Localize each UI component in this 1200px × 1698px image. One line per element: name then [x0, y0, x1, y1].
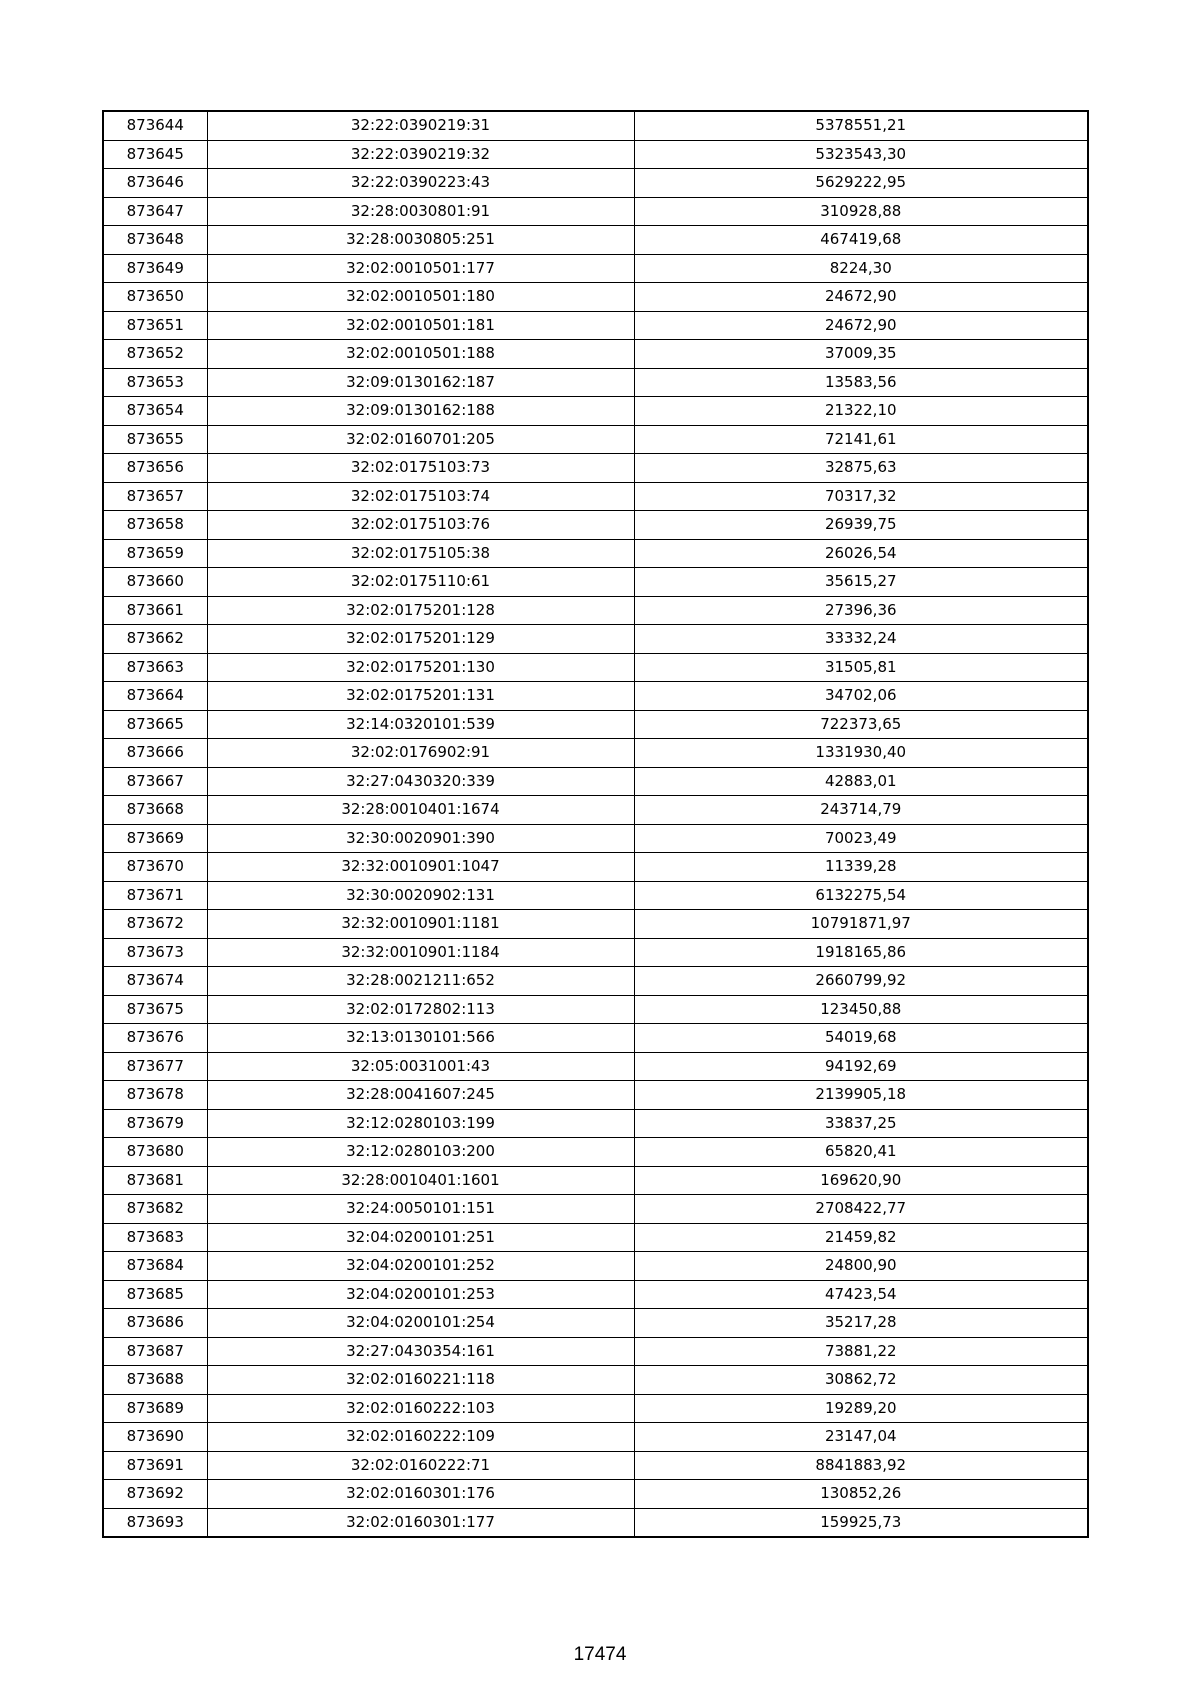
value-cell: 42883,01 [634, 767, 1088, 796]
table-row [103, 482, 1088, 511]
table-row [103, 1223, 1088, 1252]
row-number-cell: 873676 [103, 1024, 207, 1053]
value-cell: 70023,49 [634, 824, 1088, 853]
value-cell: 24800,90 [634, 1252, 1088, 1281]
value-cell: 34702,06 [634, 682, 1088, 711]
table-row [103, 625, 1088, 654]
cadastral-number-cell: 32:02:0175103:76 [207, 511, 634, 540]
table-row [103, 710, 1088, 739]
row-number-cell: 873687 [103, 1337, 207, 1366]
cadastral-number-cell: 32:32:0010901:1184 [207, 938, 634, 967]
row-number-cell: 873680 [103, 1138, 207, 1167]
cadastral-number-cell: 32:30:0020901:390 [207, 824, 634, 853]
row-number-cell: 873654 [103, 397, 207, 426]
value-cell: 2139905,18 [634, 1081, 1088, 1110]
cadastral-number-cell: 32:12:0280103:200 [207, 1138, 634, 1167]
value-cell: 243714,79 [634, 796, 1088, 825]
value-cell: 94192,69 [634, 1052, 1088, 1081]
row-number-cell: 873662 [103, 625, 207, 654]
row-number-cell: 873656 [103, 454, 207, 483]
value-cell: 169620,90 [634, 1166, 1088, 1195]
value-cell: 1918165,86 [634, 938, 1088, 967]
table-row [103, 1024, 1088, 1053]
table-row [103, 140, 1088, 169]
table-row [103, 767, 1088, 796]
cadastral-number-cell: 32:02:0010501:181 [207, 311, 634, 340]
row-number-cell: 873665 [103, 710, 207, 739]
value-cell: 72141,61 [634, 425, 1088, 454]
cadastral-number-cell: 32:04:0200101:253 [207, 1280, 634, 1309]
row-number-cell: 873681 [103, 1166, 207, 1195]
cadastral-number-cell: 32:02:0160701:205 [207, 425, 634, 454]
table-row [103, 226, 1088, 255]
row-number-cell: 873657 [103, 482, 207, 511]
value-cell: 159925,73 [634, 1508, 1088, 1537]
table-row [103, 824, 1088, 853]
value-cell: 26026,54 [634, 539, 1088, 568]
value-cell: 31505,81 [634, 653, 1088, 682]
cadastral-number-cell: 32:04:0200101:252 [207, 1252, 634, 1281]
row-number-cell: 873660 [103, 568, 207, 597]
row-number-cell: 873646 [103, 169, 207, 198]
value-cell: 2660799,92 [634, 967, 1088, 996]
row-number-cell: 873686 [103, 1309, 207, 1338]
cadastral-number-cell: 32:28:0010401:1674 [207, 796, 634, 825]
cadastral-number-cell: 32:04:0200101:251 [207, 1223, 634, 1252]
value-cell: 32875,63 [634, 454, 1088, 483]
cadastral-number-cell: 32:02:0175110:61 [207, 568, 634, 597]
row-number-cell: 873648 [103, 226, 207, 255]
cadastral-number-cell: 32:02:0160222:103 [207, 1394, 634, 1423]
value-cell: 47423,54 [634, 1280, 1088, 1309]
row-number-cell: 873679 [103, 1109, 207, 1138]
value-cell: 65820,41 [634, 1138, 1088, 1167]
table-row [103, 1166, 1088, 1195]
row-number-cell: 873675 [103, 995, 207, 1024]
row-number-cell: 873672 [103, 910, 207, 939]
row-number-cell: 873650 [103, 283, 207, 312]
value-cell: 37009,35 [634, 340, 1088, 369]
cadastral-number-cell: 32:28:0021211:652 [207, 967, 634, 996]
cadastral-number-cell: 32:27:0430354:161 [207, 1337, 634, 1366]
table-row [103, 596, 1088, 625]
value-cell: 24672,90 [634, 311, 1088, 340]
table-row [103, 1394, 1088, 1423]
value-cell: 21322,10 [634, 397, 1088, 426]
value-cell: 19289,20 [634, 1394, 1088, 1423]
table-row [103, 169, 1088, 198]
row-number-cell: 873655 [103, 425, 207, 454]
value-cell: 33837,25 [634, 1109, 1088, 1138]
cadastral-number-cell: 32:02:0160301:177 [207, 1508, 634, 1537]
table-row [103, 454, 1088, 483]
value-cell: 8841883,92 [634, 1451, 1088, 1480]
row-number-cell: 873663 [103, 653, 207, 682]
row-number-cell: 873693 [103, 1508, 207, 1537]
cadastral-number-cell: 32:02:0176902:91 [207, 739, 634, 768]
value-cell: 11339,28 [634, 853, 1088, 882]
data-table [102, 110, 1089, 1538]
cadastral-number-cell: 32:09:0130162:188 [207, 397, 634, 426]
row-number-cell: 873671 [103, 881, 207, 910]
cadastral-number-cell: 32:32:0010901:1047 [207, 853, 634, 882]
cadastral-number-cell: 32:02:0010501:188 [207, 340, 634, 369]
table-row [103, 1366, 1088, 1395]
value-cell: 10791871,97 [634, 910, 1088, 939]
table-row [103, 539, 1088, 568]
value-cell: 130852,26 [634, 1480, 1088, 1509]
table-row [103, 397, 1088, 426]
table-row [103, 111, 1088, 140]
table-row [103, 1480, 1088, 1509]
table-row [103, 1423, 1088, 1452]
cadastral-number-cell: 32:14:0320101:539 [207, 710, 634, 739]
cadastral-number-cell: 32:02:0160222:109 [207, 1423, 634, 1452]
cadastral-number-cell: 32:02:0172802:113 [207, 995, 634, 1024]
value-cell: 23147,04 [634, 1423, 1088, 1452]
cadastral-number-cell: 32:02:0175105:38 [207, 539, 634, 568]
table-row [103, 1195, 1088, 1224]
cadastral-number-cell: 32:12:0280103:199 [207, 1109, 634, 1138]
value-cell: 26939,75 [634, 511, 1088, 540]
row-number-cell: 873669 [103, 824, 207, 853]
value-cell: 5378551,21 [634, 111, 1088, 140]
cadastral-number-cell: 32:02:0175201:131 [207, 682, 634, 711]
value-cell: 30862,72 [634, 1366, 1088, 1395]
cadastral-number-cell: 32:28:0030805:251 [207, 226, 634, 255]
row-number-cell: 873667 [103, 767, 207, 796]
table-body [103, 111, 1088, 1537]
value-cell: 123450,88 [634, 995, 1088, 1024]
row-number-cell: 873682 [103, 1195, 207, 1224]
value-cell: 35615,27 [634, 568, 1088, 597]
row-number-cell: 873692 [103, 1480, 207, 1509]
table-row [103, 1138, 1088, 1167]
table-row [103, 568, 1088, 597]
cadastral-number-cell: 32:27:0430320:339 [207, 767, 634, 796]
row-number-cell: 873683 [103, 1223, 207, 1252]
cadastral-number-cell: 32:28:0030801:91 [207, 197, 634, 226]
row-number-cell: 873685 [103, 1280, 207, 1309]
row-number-cell: 873658 [103, 511, 207, 540]
value-cell: 35217,28 [634, 1309, 1088, 1338]
row-number-cell: 873678 [103, 1081, 207, 1110]
cadastral-number-cell: 32:02:0160222:71 [207, 1451, 634, 1480]
row-number-cell: 873653 [103, 368, 207, 397]
cadastral-number-cell: 32:02:0175103:73 [207, 454, 634, 483]
value-cell: 1331930,40 [634, 739, 1088, 768]
cadastral-number-cell: 32:05:0031001:43 [207, 1052, 634, 1081]
table-row [103, 1508, 1088, 1537]
cadastral-number-cell: 32:30:0020902:131 [207, 881, 634, 910]
row-number-cell: 873649 [103, 254, 207, 283]
cadastral-number-cell: 32:04:0200101:254 [207, 1309, 634, 1338]
value-cell: 21459,82 [634, 1223, 1088, 1252]
cadastral-number-cell: 32:32:0010901:1181 [207, 910, 634, 939]
row-number-cell: 873647 [103, 197, 207, 226]
table-row [103, 1280, 1088, 1309]
value-cell: 722373,65 [634, 710, 1088, 739]
value-cell: 54019,68 [634, 1024, 1088, 1053]
row-number-cell: 873652 [103, 340, 207, 369]
table-row [103, 967, 1088, 996]
cadastral-number-cell: 32:02:0175201:129 [207, 625, 634, 654]
cadastral-number-cell: 32:13:0130101:566 [207, 1024, 634, 1053]
cadastral-number-cell: 32:02:0010501:180 [207, 283, 634, 312]
cadastral-number-cell: 32:22:0390219:32 [207, 140, 634, 169]
table-row [103, 796, 1088, 825]
cadastral-number-cell: 32:22:0390223:43 [207, 169, 634, 198]
cadastral-number-cell: 32:02:0160221:118 [207, 1366, 634, 1395]
value-cell: 5323543,30 [634, 140, 1088, 169]
row-number-cell: 873690 [103, 1423, 207, 1452]
cadastral-number-cell: 32:02:0160301:176 [207, 1480, 634, 1509]
table-row [103, 682, 1088, 711]
row-number-cell: 873666 [103, 739, 207, 768]
row-number-cell: 873689 [103, 1394, 207, 1423]
value-cell: 5629222,95 [634, 169, 1088, 198]
table-row [103, 1309, 1088, 1338]
cadastral-number-cell: 32:28:0010401:1601 [207, 1166, 634, 1195]
table-row [103, 1451, 1088, 1480]
value-cell: 2708422,77 [634, 1195, 1088, 1224]
cadastral-number-cell: 32:09:0130162:187 [207, 368, 634, 397]
value-cell: 33332,24 [634, 625, 1088, 654]
table-row [103, 283, 1088, 312]
value-cell: 6132275,54 [634, 881, 1088, 910]
table-row [103, 197, 1088, 226]
cadastral-number-cell: 32:02:0175201:128 [207, 596, 634, 625]
table-row [103, 1052, 1088, 1081]
row-number-cell: 873651 [103, 311, 207, 340]
table-row [103, 1081, 1088, 1110]
value-cell: 70317,32 [634, 482, 1088, 511]
table-row [103, 340, 1088, 369]
table-row [103, 910, 1088, 939]
value-cell: 13583,56 [634, 368, 1088, 397]
cadastral-number-cell: 32:02:0175201:130 [207, 653, 634, 682]
value-cell: 8224,30 [634, 254, 1088, 283]
table-row [103, 938, 1088, 967]
table-row [103, 311, 1088, 340]
table-row [103, 1337, 1088, 1366]
row-number-cell: 873668 [103, 796, 207, 825]
row-number-cell: 873677 [103, 1052, 207, 1081]
row-number-cell: 873670 [103, 853, 207, 882]
table-row [103, 995, 1088, 1024]
table-row [103, 425, 1088, 454]
cadastral-number-cell: 32:02:0010501:177 [207, 254, 634, 283]
row-number-cell: 873645 [103, 140, 207, 169]
table-row [103, 653, 1088, 682]
row-number-cell: 873661 [103, 596, 207, 625]
value-cell: 73881,22 [634, 1337, 1088, 1366]
page-number: 17474 [573, 1644, 627, 1665]
row-number-cell: 873664 [103, 682, 207, 711]
row-number-cell: 873659 [103, 539, 207, 568]
cadastral-number-cell: 32:22:0390219:31 [207, 111, 634, 140]
cadastral-number-cell: 32:28:0041607:245 [207, 1081, 634, 1110]
table-row [103, 368, 1088, 397]
row-number-cell: 873644 [103, 111, 207, 140]
table-row [103, 511, 1088, 540]
row-number-cell: 873674 [103, 967, 207, 996]
table-row [103, 254, 1088, 283]
row-number-cell: 873688 [103, 1366, 207, 1395]
table-row [103, 739, 1088, 768]
value-cell: 24672,90 [634, 283, 1088, 312]
row-number-cell: 873673 [103, 938, 207, 967]
value-cell: 27396,36 [634, 596, 1088, 625]
table-row [103, 1109, 1088, 1138]
row-number-cell: 873684 [103, 1252, 207, 1281]
cadastral-number-cell: 32:24:0050101:151 [207, 1195, 634, 1224]
table-row [103, 1252, 1088, 1281]
value-cell: 467419,68 [634, 226, 1088, 255]
value-cell: 310928,88 [634, 197, 1088, 226]
cadastral-number-cell: 32:02:0175103:74 [207, 482, 634, 511]
table-row [103, 881, 1088, 910]
row-number-cell: 873691 [103, 1451, 207, 1480]
table-row [103, 853, 1088, 882]
